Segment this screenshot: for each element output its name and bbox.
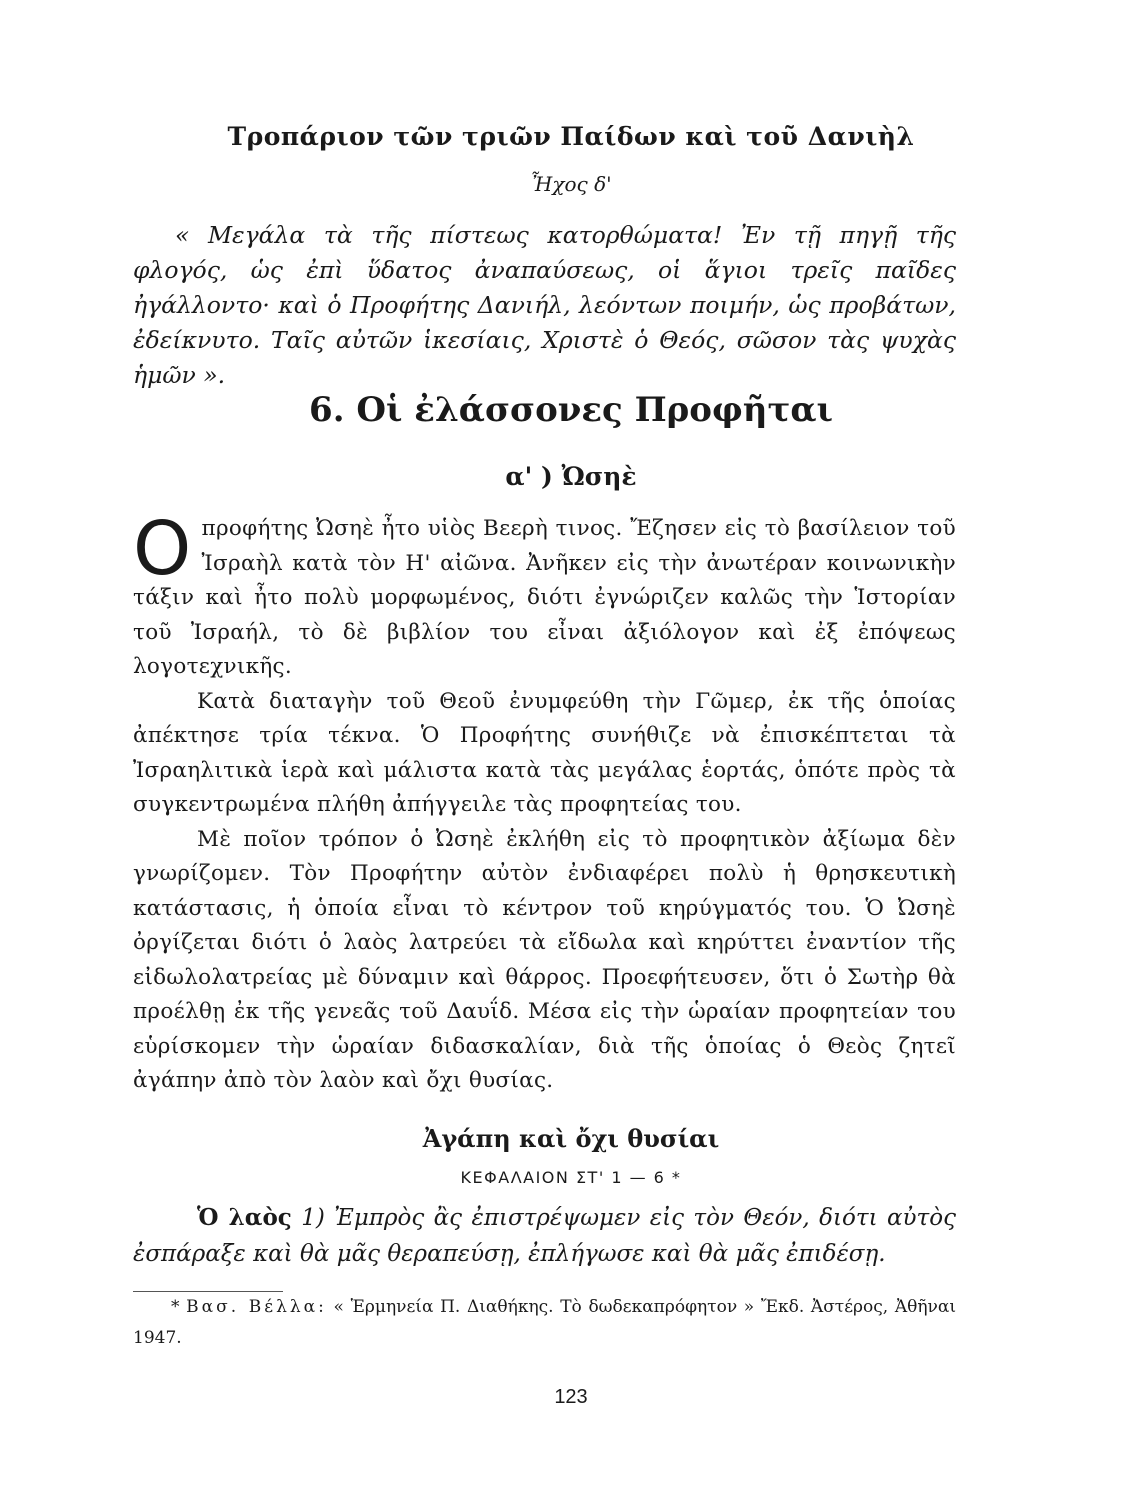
paragraph-2: Κατὰ διαταγὴν τοῦ Θεοῦ ἐνυμφεύθη τὴν Γῶμερ, ἐκ τῆς ὁποίας ἀπέκτησε τρία τέκνα. Ὁ Προφήτης συνήθιζε νὰ ἐπισκέπτεται τὰ Ἰσραηλιτικὰ ἱερὰ καὶ μάλιστα κατὰ τὰς μεγάλας ἑορτάς, ὁπότε πρὸς τὰ συγκεντρωμένα πλήθη ἀπήγγειλε τὰς προφητείας του. [133,688,956,817]
subsection-title: α' ) Ὠσηὲ [505,462,637,491]
drop-cap: Ο [133,506,192,592]
paragraph-1 [133,506,956,685]
reading-heading: Ἀγάπη καὶ ὄχι θυσίαι [422,1124,720,1153]
verse-text: 1) Ἐμπρὸς ἂς ἐπιστρέψωμεν εἰς τὸν Θεόν, διότι αὐτὸς ἐσπάραξε καὶ θὰ μᾶς θεραπεύσῃ, ἐπλήγωσε καὶ θὰ μᾶς ἐπιδέσῃ. [133,1205,956,1267]
verse-speaker: Ὁ λαὸς [197,1204,292,1231]
section-title: 6. Οἱ ἐλάσσονες Προφῆται [309,390,833,430]
footnote-text: « Ἑρμηνεία Π. Διαθήκης. Τὸ δωδεκαπρόφητον » Ἔκδ. Ἀστέρος, Ἀθῆναι 1947. [133,1297,957,1348]
troparion-title: Τροπάριον τῶν τριῶν Παίδων καὶ τοῦ Δανιὴλ [227,122,915,151]
echos-label: Ἦχος δ' [530,172,612,196]
paragraph-3: Μὲ ποῖον τρόπον ὁ Ὠσηὲ ἐκλήθη εἰς τὸ προφητικὸν ἀξίωμα δὲν γνωρίζομεν. Τὸν Προφήτην αὐτὸν ἐνδιαφέρει πολὺ ἡ θρησκευτικὴ κατάστασις, ἡ ὁποία εἶναι τὸ κέντρον τοῦ κηρύγματός του. Ὁ Ὠσηὲ ὀργίζεται διότι ὁ λαὸς λατρεύει τὰ εἴδωλα καὶ κηρύττει ἐναντίον τῆς εἰδωλολατρείας μὲ δύναμιν καὶ θάρρος. Προεφήτευσεν, ὅτι ὁ Σωτὴρ θὰ προέλθῃ ἐκ τῆς γενεᾶς τοῦ Δαυΐδ. Μέσα εἰς τὴν ὡραίαν προφητείαν του εὑρίσκομεν τὴν ὡραίαν διδασκαλίαν, διὰ τῆς ὁποίας ὁ Θεὸς ζητεῖ ἀγάπην ἀπὸ τὸν λαὸν καὶ ὄχι θυσίας. [133,826,956,1093]
footnote [133,1292,956,1354]
page-number: 123 [554,1386,588,1408]
footnote-author: Βασ. Βέλλα: [186,1297,327,1317]
paragraph-1-text: προφήτης Ὠσηὲ ἦτο υἱὸς Βεερὴ τινος. Ἔζησεν εἰς τὸ βασίλειον τοῦ Ἰσραὴλ κατὰ τὸν Η' αἰῶνα. Ἀνῆκεν εἰς τὴν ἀνωτέραν κοινωνικὴν τάξιν καὶ ἦτο πολὺ μορφωμένος, διότι ἐγνώριζεν καλῶς τὴν Ἱστορίαν τοῦ Ἰσραήλ, τὸ δὲ βιβλίον του εἶναι ἀξιόλογον καὶ ἐξ ἐπόψεως λογοτεχνικῆς. [133,516,956,679]
footnote-marker: * [171,1297,180,1317]
chapter-reference: ΚΕΦΑΛΑΙΟΝ ΣΤ' 1 — 6 * [460,1168,682,1187]
scripture-verse [133,1200,956,1272]
troparion-text: « Μεγάλα τὰ τῆς πίστεως κατορθώματα! Ἐν τῇ πηγῇ τῆς φλογός, ὡς ἐπὶ ὕδατος ἀναπαύσεως, οἱ ἅγιοι τρεῖς παῖδες ἠγάλλοντο· καὶ ὁ Προφήτης Δανιήλ, λεόντων ποιμήν, ὡς προβάτων, ἐδείκνυτο. Ταῖς αὐτῶν ἱκεσίαις, Χριστὲ ὁ Θεός, σῶσον τὰς ψυχὰς ἡμῶν ». [133,221,956,389]
body-text [133,506,956,1099]
